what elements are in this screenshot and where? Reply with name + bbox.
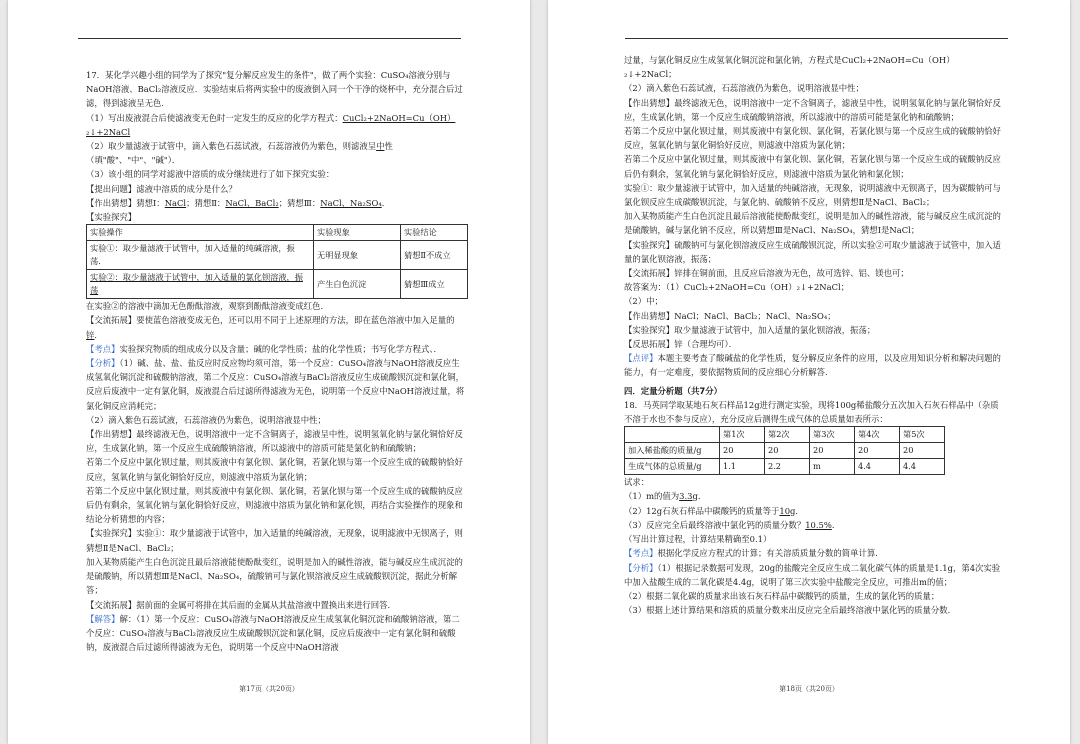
page-17-content	[86, 68, 466, 654]
page-18	[548, 0, 1070, 744]
q18-try: 试求：	[624, 477, 650, 488]
ext-end: ．	[94, 329, 103, 340]
page-17	[8, 0, 530, 744]
q18-kaodian	[624, 546, 1002, 560]
table-cell: 无明显现象	[314, 241, 401, 270]
q18-intro: 18．马英同学取某地石灰石样品12g进行测定实验，现将100g稀盐酸分五次加入石灰石样品中（杂质不溶于水也不参与反应），充分反应后测得生成气体的总质量如表所示：	[624, 399, 999, 425]
q2-end: g．	[790, 505, 804, 516]
section-heading: 四．定量分析题（共7分）	[624, 385, 722, 396]
page-footer: 第18页（共20页）	[779, 685, 839, 693]
analysis-line: 加入某物质能产生白色沉淀且最后溶液能使酚酞变红，说明是加入的碱性溶液，能与碱反应生成沉淀的是硫酸钠，所以猜想Ⅲ是NaCl、Na₂SO₄，硫酸钠可与氯化钡溶液反应生成硫酸钡沉淀，据此分析解答；	[86, 556, 463, 596]
cont-line: 【交流拓展】锌排在铜前面，且反应后溶液为无色，故可选锌、铝、镁也可；	[624, 268, 909, 279]
q17-analysis	[86, 356, 466, 413]
analysis-text: （1）碱、盐、盐、盐反应时反应物均须可溶，第一个反应：CuSO₄溶液与NaOH溶液反应生成氢氧化铜沉淀和硫酸钠溶液，第二个反应：CuSO₄溶液与BaCl₂溶液反应生成硫酸钡沉淀和氯化铜，反应后废液中一定有氯化铜，废液混合后过滤所得滤液为无色，说明第一个反应中NaOH溶液过量，将氯化铜反应消耗完；	[86, 358, 465, 411]
q17-kaodian	[86, 342, 466, 356]
analysis-line: 若第二个反应中氯化钡过量，则其废液中有氯化钡、氯化铜，若氯化钡与第一个反应生成的硫酸钠反应后仍有剩余，氢氧化钠与氯化铜恰好反应，则滤液中溶质为氯化钠和氯化钡，再结合实验操作的现象和结论分析猜想的内容；	[86, 485, 463, 525]
header-rule	[78, 38, 461, 39]
review-label: 【点评】	[624, 353, 658, 364]
q3-answer: 10.5%	[805, 519, 832, 530]
cont-line: 加入某物质能产生白色沉淀且最后溶液能使酚酞变红，说明是加入的碱性溶液，能与碱反应生成沉淀的是硫酸钠，碱与氯化钠不反应，所以猜想Ⅲ是NaCl、Na₂SO₄，猜想Ⅰ是NaCl；	[624, 211, 1001, 236]
table-cell: 2.2	[765, 459, 810, 475]
table-row	[625, 443, 945, 459]
guess-mid-1: ；猜想Ⅱ：	[186, 197, 226, 208]
ext-text: 【交流拓展】要使蓝色溶液变成无色，还可以用不同于上述原理的方法，即在蓝色溶液中加入足量的	[86, 315, 455, 326]
analysis-line: （3）根据上述计算结果和溶质的质量分数来出反应完全后最终溶液中氯化钙的质量分数．	[624, 605, 956, 616]
ext-answer: 锌	[86, 329, 95, 340]
table-cell: 4.4	[855, 459, 900, 475]
table-cell: 猜想Ⅱ不成立	[401, 241, 468, 270]
table-header: 第4次	[855, 427, 900, 443]
table-cell: 1.1	[720, 459, 765, 475]
table-header: 第5次	[900, 427, 945, 443]
cont-line: 【反思拓展】锌（合理均可）．	[624, 339, 738, 350]
q18-note: （写出计算过程，计算结果精确至0.1）	[624, 534, 772, 545]
q1-answer: 3.3	[679, 491, 693, 502]
table-cell: 产生白色沉淀	[314, 270, 401, 299]
table-cell: 20	[765, 443, 810, 459]
q17-p1-text: （1）写出废液混合后使滤液变无色时一定发生的反应的化学方程式：	[86, 112, 343, 123]
answer-text: 解：（1）第一个反应：CuSO₄溶液与NaOH溶液反应生成氢氧化铜沉淀和硫酸钠溶液，第二个反应：CuSO₄溶液与BaCl₂溶液反应生成硫酸钡沉淀和氯化铜，反应后废液中一定有氯化铜和硫酸钠，废液混合后过滤所得滤液为无色，说明第一个反应中NaOH溶液	[86, 613, 460, 653]
kaodian-label: 【考点】	[86, 343, 120, 354]
analysis-line: 【交流拓展】据前面的金属可将排在其后面的金属从其盐溶液中置换出来进行回答．	[86, 599, 396, 610]
table-cell: 实验①：取少量滤液于试管中，加入适量的纯碱溶液，振荡．	[87, 241, 314, 270]
cont-line: 故答案为：（1）CuCl₂+2NaOH=Cu（OH）₂↓+2NaCl；	[624, 282, 850, 293]
table-header-row	[625, 427, 945, 443]
table-cell: 实验②：取少量滤液于试管中，加入适量的氯化钡溶液，振荡	[87, 270, 314, 299]
cont-line: （2）中；	[624, 296, 663, 307]
table-row	[87, 241, 468, 270]
cont-line: 实验①：取少量滤液于试管中，加入适量的纯碱溶液，无现象，说明滤液中无钡离子，因为碳酸钠可与氯化钡反应生成碳酸钡沉淀，与氯化钠、硫酸钠不反应，则猜想Ⅱ是NaCl、BaCl₂；	[624, 182, 1001, 208]
table-cell: m	[810, 459, 855, 475]
q17-intro: 17．某化学兴趣小组的同学为了探究"复分解反应发生的条件"，做了两个实验：CuSO₄溶液分别与NaOH溶液、BaCl₂溶液反应．实验结束后将两实验中的废液倒入同一个干净的烧杯中，充分混合后过滤，得到滤液呈无色．	[86, 70, 463, 109]
table-cell: 20	[855, 443, 900, 459]
q17-guess	[86, 196, 466, 210]
analysis-label: 【分析】	[624, 562, 658, 573]
cont-line: （2）滴入紫色石蕊试液，石蕊溶液仍为紫色，说明溶液显中性；	[624, 83, 864, 94]
q18-q1	[624, 489, 1002, 503]
guess-end: ．	[381, 197, 391, 208]
cont-line: 【作出猜想】NaCl；NaCl、BaCl₂；NaCl、Na₂SO₄；	[624, 310, 836, 321]
table-cell: 20	[810, 443, 855, 459]
q17-ext	[86, 313, 466, 341]
table-header: 实验结论	[401, 225, 468, 241]
table-header: 第1次	[720, 427, 765, 443]
cont-line: 若第二个反应中氯化钡过量，则其废液中有氯化钡、氯化铜，若氯化钡与第一个反应生成的硫酸钠反应后仍有剩余，氢氧化钠与氯化铜恰好反应，则滤液中溶质为氯化钠和氯化钡；	[624, 154, 1001, 179]
kaodian-text: 根据化学反应方程式的计算；有关溶质质量分数的简单计算．	[657, 548, 884, 559]
guess-3: NaCl、Na₂SO₄	[320, 197, 382, 208]
cont-line: 【实验探究】取少量滤液于试管中，加入适量的氯化钡溶液，振荡；	[624, 324, 876, 335]
page-18-content	[624, 53, 1002, 617]
q17-explore-label: 【实验探究】	[86, 212, 137, 223]
analysis-line: （2）滴入紫色石蕊试液，石蕊溶液仍为紫色，说明溶液显中性；	[86, 414, 326, 425]
table-header-row	[87, 225, 468, 241]
q17-p1-answer: CuCl₂+2NaOH=Cu（OH）₂↓+2NaCl	[86, 112, 456, 137]
q18-q2	[624, 504, 1002, 518]
cont-line: 若第二个反应中氯化钡过量，则其废液中有氯化钡、氯化铜，若氯化钡与第一个反应生成的硫酸钠恰好反应，氢氧化钠与氯化铜恰好反应，则滤液中溶质为氯化钠；	[624, 126, 1001, 151]
q17-after-table: 在实验②的溶液中滴加无色酚酞溶液，观察到酚酞溶液变成红色．	[86, 301, 329, 312]
q2-answer: 10	[779, 505, 791, 516]
q17-question: 【提出问题】滤液中溶质的成分是什么？	[86, 183, 237, 194]
table-cell: 加入稀盐酸的质量/g	[625, 443, 720, 459]
guess-prefix: 【作出猜想】猜想Ⅰ：	[86, 197, 165, 208]
table-header: 实验现象	[314, 225, 401, 241]
analysis-line: 【实验探究】实验①：取少量滤液于试管中，加入适量的纯碱溶液，无现象，说明滤液中无钡离子，则猜想Ⅱ是NaCl、BaCl₂；	[86, 528, 463, 553]
q1-text: （1）m的值为	[624, 491, 680, 502]
table-header	[625, 427, 720, 443]
analysis-label: 【分析】	[86, 358, 120, 369]
table-cell: 生成气体的总质量/g	[625, 459, 720, 475]
q18-analysis	[624, 561, 1002, 589]
q17-p2-text: （2）取少量滤液于试管中，滴入紫色石蕊试液，石蕊溶液仍为紫色，则滤液呈	[86, 141, 377, 152]
table-row	[87, 270, 468, 299]
cont-line: 【实验探究】硫酸钠可与氯化钡溶液反应生成硫酸钡沉淀，所以实验②可取少量滤液于试管中，加入适量的氯化钡溶液，振荡；	[624, 239, 1001, 264]
q17-review	[624, 351, 1002, 379]
table-header: 第3次	[810, 427, 855, 443]
data-table	[624, 426, 945, 475]
q3-end: ．	[831, 519, 841, 530]
cont-line: 【作出猜想】最终滤液无色，说明溶液中一定不含铜离子，滤液呈中性，说明氢氧化钠与氯化铜恰好反应，生成氯化钠，第一个反应生成硫酸钠溶液，所以滤液中的溶质可能是氯化钠和硫酸钠；	[624, 97, 1001, 122]
q17-part3: （3）该小组的同学对滤液中溶质的成分继续进行了如下探究实验：	[86, 169, 335, 180]
q2-text: （2）12g石灰石样品中碳酸钙的质量等于	[624, 505, 780, 516]
kaodian-text: 实验探究物质的组成成分以及含量；碱的化学性质；盐的化学性质；书写化学方程式、．	[119, 343, 442, 354]
page-footer: 第17页（共20页）	[239, 685, 299, 693]
guess-mid-2: ；猜想Ⅲ：	[278, 197, 321, 208]
q1-end: g．	[692, 491, 707, 502]
review-text: 本题主要考查了酸碱盐的化学性质，复分解反应条件的应用，以及应用知识分析和解决问题的能力，有一定难度，要依据物质间的反应细心分析解答．	[624, 353, 1001, 378]
table-cell: 20	[720, 443, 765, 459]
cont-line: 过量，与氯化铜反应生成氢氧化铜沉淀和氯化钠，方程式是CuCl₂+2NaOH=Cu（OH）₂↓+2NaCl；	[624, 55, 955, 80]
q17-part1	[86, 111, 466, 139]
header-rule	[625, 38, 1008, 39]
analysis-line: 【作出猜想】最终滤液无色，说明溶液中一定不含铜离子，滤液呈中性，说明氢氧化钠与氯化铜恰好反应，生成氯化钠，第一个反应生成硫酸钠溶液，所以滤液中的溶质可能是氯化钠和硫酸钠；	[86, 429, 463, 454]
table-header: 实验操作	[87, 225, 314, 241]
analysis-line: （2）根据二氧化碳的质量求出该石灰石样品中碳酸钙的质量，生成的氯化钙的质量；	[624, 590, 940, 601]
q18-q3	[624, 518, 1002, 532]
guess-2: NaCl、BaCl₂	[225, 197, 279, 208]
guess-1: NaCl	[164, 197, 187, 208]
table-row	[625, 459, 945, 475]
answer-label: 【解答】	[86, 613, 120, 624]
q17-answer	[86, 612, 466, 655]
q17-p2-answer: 中	[376, 141, 385, 152]
q17-part2	[86, 139, 466, 167]
analysis-line: 若第二个反应中氯化钡过量，则其废液中有氯化钡、氯化铜，若氯化钡与第一个反应生成的硫酸钠恰好反应，氢氧化钠与氯化铜恰好反应，则滤液中溶质为氯化钠；	[86, 457, 463, 482]
analysis-text: （1）根据记录数据可发现，20g的盐酸完全反应生成二氧化碳气体的质量是1.1g，第4次实验中加入盐酸生成的二氧化碳是4.4g，说明了第三次实验中盐酸完全反应，可推出m的值；	[624, 562, 1001, 587]
q3-text: （3）反应完全后最终溶液中氯化钙的质量分数？	[624, 519, 806, 530]
experiment-table	[86, 224, 468, 299]
q17-p2-end: 性（填"酸"、"中"、"碱"）．	[86, 141, 393, 166]
table-cell: 4.4	[900, 459, 945, 475]
table-header: 第2次	[765, 427, 810, 443]
kaodian-label: 【考点】	[624, 548, 658, 559]
table-cell: 20	[900, 443, 945, 459]
table-cell: 猜想Ⅲ成立	[401, 270, 468, 299]
